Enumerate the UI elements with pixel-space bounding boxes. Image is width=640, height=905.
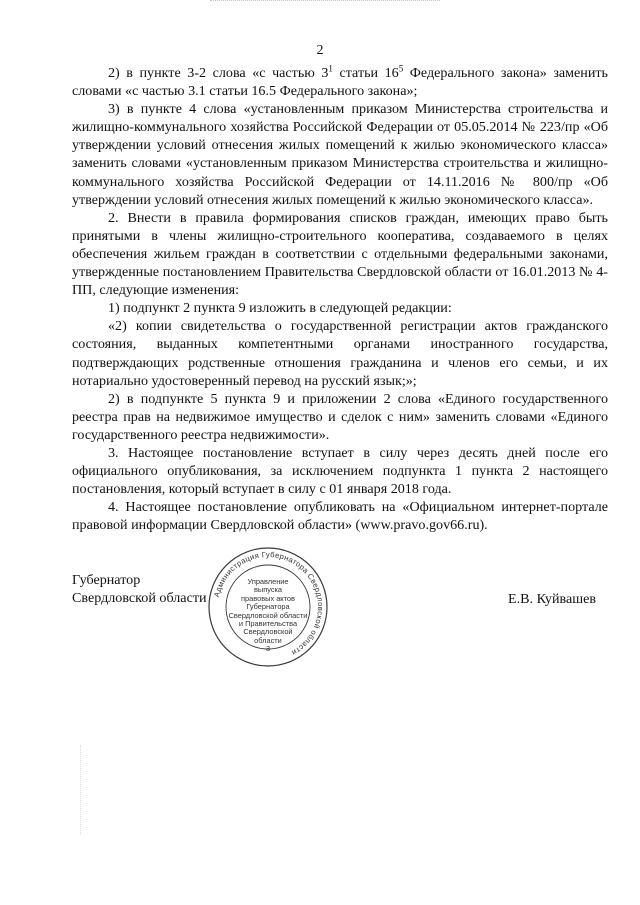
page-number: 2 bbox=[316, 43, 324, 58]
signatory-title bbox=[72, 571, 207, 607]
stamp-line: Губернатора bbox=[246, 602, 290, 612]
superscript: 1 bbox=[328, 63, 333, 74]
text-segment: статьи 16 bbox=[332, 65, 399, 81]
paragraph-section-2: 2. Внести в правила формирования списков граждан, имеющих право быть принятыми в члены жилищно-строительного кооператива, создаваемого в целях обеспечения жильем граждан в соответствии с отдельными федеральными законами, утвержденные постановлением Правительства Свердловской области от 16.01.2013 № 4-ПП, следующие изменения: bbox=[72, 209, 608, 299]
text-segment: 2) в пункте 3-2 слова «с частью 3 bbox=[108, 65, 329, 81]
stamp-line: правовых актов bbox=[241, 593, 295, 603]
text-segment: Федерального закона» заменить словами «с частью 3.1 статьи 16.5 Федерального закона»; bbox=[72, 65, 608, 100]
signatory-title-line: Свердловской области bbox=[72, 590, 207, 607]
stamp-number: 3 bbox=[265, 644, 271, 654]
signatory-title-line: Губернатор bbox=[72, 572, 141, 588]
stamp-line: Свердловской области bbox=[228, 610, 308, 620]
paragraph-item-2-point-3-2 bbox=[72, 64, 608, 100]
stamp-line: Свердловской bbox=[243, 627, 293, 637]
stamp-line: области bbox=[254, 635, 282, 645]
stamp-center-text bbox=[224, 578, 312, 654]
superscript: 5 bbox=[398, 63, 404, 74]
scan-artifact bbox=[210, 0, 440, 4]
paragraph-quoted-subitem-2: «2) копии свидетельства о государственной регистрации актов гражданского состояния, выданных компетентными органами иностранного государства, подтверждающих родственные отношения гражданина и членов его семьи, и их нотариально удостоверенный перевод на русский язык;»; bbox=[72, 318, 608, 389]
paragraph-item-3-point-4: 3) в пункте 4 слова «установленным приказом Министерства строительства и жилищно-коммунального хозяйства Российской Федерации от 05.05.2014 № 223/пр «Об утверждении условий отнесения жилых помещений к жилью экономического класса» заменить словами «установленным приказом Министерства строительства и жилищно-коммунального хозяйства Российской Федерации от 14.11.2016 № 800/пр «Об утверждении условий отнесения жилых помещений к жилью экономического класса». bbox=[72, 101, 608, 208]
paragraph-subitem-1: 1) подпункт 2 пункта 9 изложить в следующей редакции: bbox=[108, 300, 452, 317]
stamp-line: выпуска bbox=[253, 585, 283, 595]
paragraph-section-3: 3. Настоящее постановление вступает в силу через десять дней после его официального опубликования, за исключением подпункта 1 пункта 2 настоящего постановления, который вступает в силу с 01 января 2018 года. bbox=[72, 444, 608, 498]
scan-artifact bbox=[80, 745, 83, 835]
stamp-line: и Правительства bbox=[238, 619, 298, 629]
paragraph-section-4: 4. Настоящее постановление опубликовать на «Официальном интернет-портале правовой информации Свердловской области» (www.pravo.gov66.ru). bbox=[72, 499, 608, 534]
signatory-name: Е.В. Куйвашев bbox=[508, 591, 596, 607]
paragraph-subitem-2: 2) в подпункте 5 пункта 9 и приложении 2 слова «Единого государственного реестра прав на недвижимое имущество и сделок с ним» заменить словами «Единого государственного реестра недвижимости». bbox=[72, 390, 608, 443]
stamp-ring-text: Администрация Губернатора Свердловской области bbox=[212, 549, 326, 658]
stamp-line: Управление bbox=[247, 577, 289, 586]
document-body bbox=[72, 64, 608, 534]
